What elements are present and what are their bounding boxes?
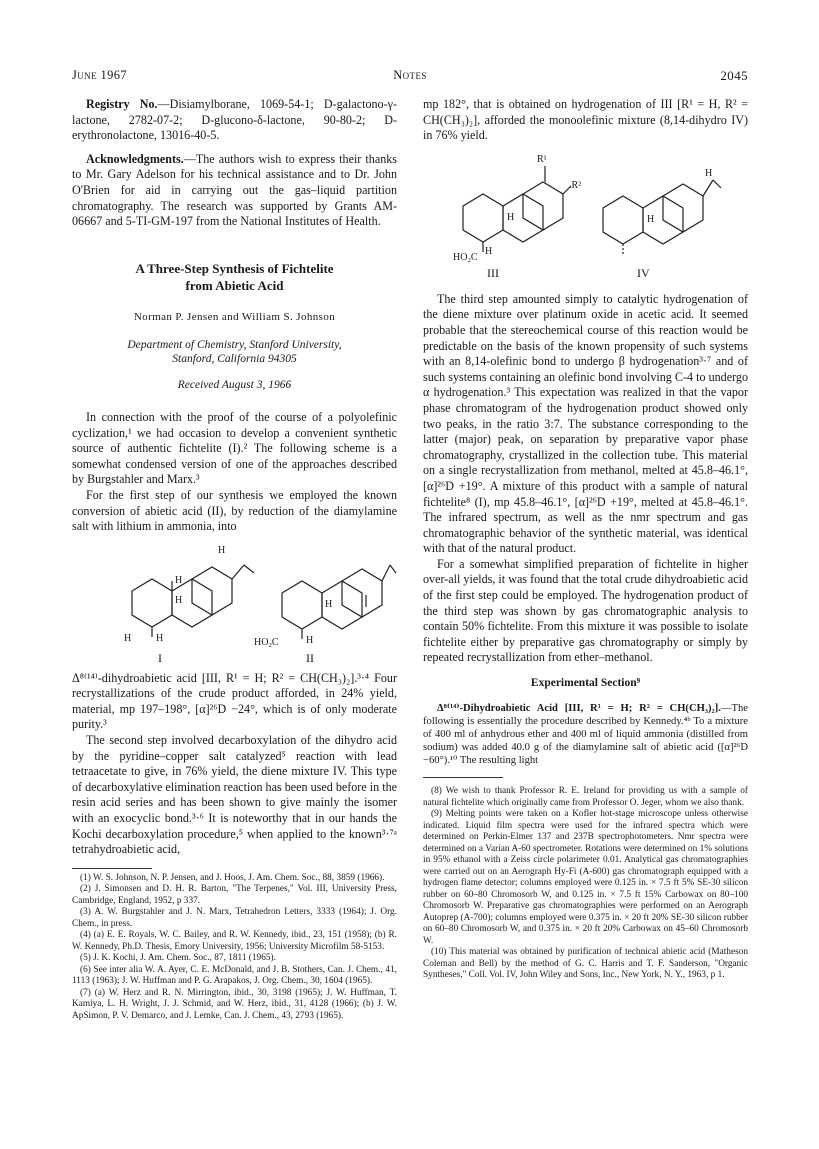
experimental-section-heading: Experimental Section⁹ bbox=[530, 677, 641, 690]
intro-paragraph: In connection with the proof of the course of a polyolefinic cyclization,¹ we had occasion to develop a convenient synthetic source of authentic fichtelite (I).² The following scheme is a somewhat condensed version of one of the approaches described by Burgstahler and Marx.³ bbox=[72, 409, 397, 487]
left-footnotes bbox=[72, 873, 397, 1023]
struct-iii-label-r2: .R² bbox=[569, 179, 582, 191]
affiliation-line-1: Department of Chemistry, Stanford University, bbox=[127, 339, 342, 352]
struct-iv-ring-a bbox=[603, 196, 643, 244]
struct-i-label-h-bottom2: H bbox=[156, 632, 164, 644]
left-column bbox=[72, 97, 397, 1022]
struct-ii-label-ho2c: HO₂C bbox=[254, 636, 279, 648]
received-date: Received August 3, 1966 bbox=[177, 379, 292, 392]
struct-i-label-h-mid2: H bbox=[175, 594, 183, 606]
struct-i-label-h-mid: H bbox=[175, 574, 183, 586]
struct-i-ring-a bbox=[132, 579, 172, 627]
footnote-rule bbox=[72, 868, 152, 869]
struct-ii-label-h-mid: H bbox=[325, 598, 333, 610]
header-date: June 1967 bbox=[72, 68, 128, 82]
article-title bbox=[72, 260, 397, 294]
continued-paragraph: mp 182°, that is obtained on hydrogenation of III [R¹ = H, R² = CH(CH₃)₂], afforded the monoolefinic mixture (8,14-dihydro IV) in 76% yield. bbox=[423, 97, 748, 143]
footnote-2: (2) J. Simonsen and D. H. R. Barton, "The Terpenes," Vol. III, University Press, Cambridge, England, 1952, p 337. bbox=[72, 884, 397, 906]
struct-iv-label-h: H bbox=[647, 213, 655, 225]
registry-label: Registry No. bbox=[86, 97, 158, 111]
struct-iii-label-ho2c: HO₂C bbox=[453, 251, 478, 263]
footnote-4: (4) (a) E. E. Royals, W. C. Bailey, and R. W. Kennedy, ibid., 23, 151 (1958); (b) R. W. Kennedy, Ph.D. Thesis, Emory University, 1956; University Microfilm 58-5153. bbox=[72, 930, 397, 952]
third-step-paragraph: The third step amounted simply to catalytic hydrogenation of the diene mixture over platinum oxide in acetic acid. It seemed probable that the stereochemical course of this reaction would be predictable on the basis of the known propensity of such systems with an 8,14-olefinic bond to undergo β hydrogenation³·⁷ and of such systems containing an olefinic bond involving C-4 to undergo α hydrogenation.³ This expectation was realized in that the vapor phase chromatogram of the hydrogenation product showed only two peaks, in the ratio 3:7. The substance corresponding to the latter (major) peak, on separation by preparative vapor phase chromatography, crystallized in the collection tube. This material on a single recrystallization from methanol, melted at 45.8–46.1°, [α]²⁶D +19°. A mixture of this product with a sample of natural fichtelite⁸ (I), mp 45.8–46.1°, [α]²⁶D +19°, melted at 45.8–46.1°. The infrared spectrum, as well as the nmr spectrum and gas chromatographic behavior of the synthetic material, was identical with that of the natural product. bbox=[423, 291, 748, 556]
struct-i-label-h-top: H bbox=[218, 544, 226, 556]
affiliation bbox=[72, 338, 397, 366]
structure-drawing-i-ii bbox=[72, 541, 397, 649]
struct-i-label-h-bottom: H bbox=[124, 632, 132, 644]
article-authors: Norman P. Jensen and William S. Johnson bbox=[133, 310, 336, 323]
struct-iii-ring-a bbox=[463, 194, 503, 242]
footnote-1: (1) W. S. Johnson, N. P. Jensen, and J. Hoos, J. Am. Chem. Soc., 88, 3859 (1966). bbox=[80, 872, 385, 883]
running-head bbox=[72, 68, 748, 84]
struct-iii-label-h2: H bbox=[485, 245, 493, 257]
struct-iii-label-h: H bbox=[507, 211, 515, 223]
struct-roman-row-i-ii bbox=[72, 651, 397, 667]
registry-paragraph bbox=[72, 97, 397, 144]
struct-iv-label-h-top: H bbox=[705, 167, 713, 179]
registry-text: —Disiamylborane, 1069-54-1; D-galactono-γ-lactone, 2782-07-2; D-glucono-δ-lactone, 90-80-2; D-erythronolactone, 13016-40-5. bbox=[72, 97, 397, 143]
title-line-1: A Three-Step Synthesis of Fichtelite bbox=[135, 260, 334, 276]
ack-label: Acknowledgments. bbox=[86, 151, 184, 166]
first-step-paragraph: For the first step of our synthesis we employed the known conversion of abietic acid (II), by reduction of the diamylamine salt with lithium in ammonia, into bbox=[72, 487, 397, 534]
footnote-9: (9) Melting points were taken on a Kofler hot-stage microscope unless otherwise indicated. Liquid film spectra were used for the infrared spectra which were determined on Perkin-Elmer 137 and 237B spectrophotometers. Nmr spectra were determined on a Varian A-60 spectrometer. Rotations were determined on 1% solutions in 95% ethanol with a Zeiss circle polarimeter 0.01. Analytical gas chromatographies were carried out on an Aerograph Hy-Fi (A-600) gas chromatograph equipped with a hydrogen flame detector; columns employed were 0.125 in. × 7.5 ft 5% SE-30 silicon rubber on 60–80 Chromosorb W, and 0.125 in. × 7.5 ft 15% Carbowax on 80–100 Chromosorb W. Preparative gas chromatographies were performed on an Aerograph Autoprep (A-700); columns employed were 0.375 in. × 20 ft 20% SE-30 silicon rubber on 60–80 Chromosorb W, and 0.375 in. × 20 ft 20% Carbowax on 45–60 Chromosorb W. bbox=[423, 809, 748, 946]
experimental-paragraph bbox=[423, 702, 748, 767]
second-step-paragraph: The second step involved decarboxylation of the dihydro acid by the pyridine–copper salt catalyzed⁵ reaction with lead tetraacetate to give, in 76% yield, the diene mixture IV. This type of decarboxylative elimination reaction has been used before in the resin acid series and has been shown to give mainly the isomer with an exocyclic bond.³·⁶ It is noteworthy that in our hands the Kochi decarboxylation procedure,⁵ when applied to the known³·⁷ᵃ tetrahydroabietic acid, bbox=[72, 733, 397, 857]
footnote-7: (7) (a) W. Herz and R. N. Mirrington, ibid., 30, 3198 (1965); J. W. Huffman, T. Kamiya, L. H. Wright, J. J. Schmid, and W. Herz, ibid., 31, 4128 (1966); (b) J. W. ApSimon, P. V. Demarco, and J. Lemke, Can. J. Chem., 43, 2793 (1965). bbox=[72, 987, 397, 1021]
struct-ii-numeral: II bbox=[306, 650, 314, 665]
footnote-5: (5) J. K. Kochi, J. Am. Chem. Soc., 87, 1811 (1965). bbox=[80, 953, 276, 964]
right-column bbox=[423, 97, 748, 982]
footnote-10: (10) This material was obtained by purification of technical abietic acid (Matheson Coleman and Bell) by the method of G. C. Harris and T. F. Sanderson, "Organic Syntheses," Coll. Vol. IV, John Wiley and Sons, Inc., New York, N. Y., 1963, p 1. bbox=[423, 947, 748, 981]
ack-text: —The authors wish to express their thanks to Mr. Gary Adelson for his technical assistance and to Dr. John O'Brien for aid in carrying out the gas–liquid partition chromatography. The research was supported by Grants AM-06667 and 5-TI-GM-197 from the National Institutes of Health. bbox=[72, 151, 397, 229]
right-footnotes bbox=[423, 786, 748, 982]
structures-i-ii bbox=[72, 541, 397, 649]
footnote-rule-right bbox=[423, 777, 503, 778]
footnote-3: (3) A. W. Burgstahler and J. N. Marx, Tetrahedron Letters, 3333 (1964); J. Org. Chem., in press. bbox=[72, 907, 397, 929]
dihydroabietic-paragraph: Δ⁸⁽¹⁴⁾-dihydroabietic acid [III, R¹ = H; R² = CH(CH₃)₂].³·⁴ Four recrystallizations of the crude product afforded, in 24% yield, material, mp 197–198°, [α]²⁶D −24°, which is of only moderate purity.³ bbox=[72, 670, 397, 732]
header-section: Notes bbox=[393, 68, 427, 82]
struct-ii-ring-a bbox=[282, 581, 322, 629]
experimental-compound-label: Δ⁸⁽¹⁴⁾-Dihydroabietic Acid [III, R¹ = H; R² = CH(CH₃)₂]. bbox=[437, 702, 721, 714]
struct-iii-numeral: III bbox=[487, 265, 499, 280]
struct-ii-label-h-bottom: H bbox=[306, 634, 314, 646]
struct-iii-label-r1: R¹ bbox=[537, 153, 547, 165]
simplified-prep-paragraph: For a somewhat simplified preparation of fichtelite in higher over-all yields, it was found that the total crude dihydroabietic acid of the first step could be employed. The hydrogenation product of the third step was shown by gas chromatographic analysis to contain 50% fichtelite. From this mixture it was possible to isolate fichtelite either by preparative gas chromatography or simply by repeated recrystallization from ether–methanol. bbox=[423, 556, 748, 665]
structures-iii-iv bbox=[423, 152, 748, 264]
page-number: 2045 bbox=[720, 68, 748, 83]
struct-roman-row-iii-iv bbox=[423, 266, 748, 282]
affiliation-line-2: Stanford, California 94305 bbox=[172, 353, 297, 366]
acknowledgments-paragraph bbox=[72, 152, 397, 230]
struct-i-numeral: I bbox=[158, 650, 162, 665]
struct-iv-numeral: IV bbox=[637, 265, 650, 280]
footnote-8: (8) We wish to thank Professor R. E. Ireland for providing us with a sample of natural fichtelite which originally came from Professor O. Jeger, whom we also thank. bbox=[423, 786, 748, 808]
footnote-6: (6) See inter alia W. A. Ayer, C. E. McDonald, and J. B. Stothers, Can. J. Chem., 41, 1113 (1963); J. W. Huffman and P. G. Arapakos, J. Org. Chem., 30, 1604 (1965). bbox=[72, 964, 397, 987]
structure-drawing-iii-iv bbox=[423, 152, 748, 264]
experimental-text: —The following is essentially the procedure described by Kennedy.⁴ᵇ To a mixture of 400 ml of anhydrous ether and 400 ml of liquid ammonia (distilled from sodium) was added 40.0 g of the diamylamine salt of abietic acid ([α]²⁶D −60°).¹⁰ The resulting light bbox=[423, 702, 748, 766]
title-line-2: from Abietic Acid bbox=[185, 277, 284, 293]
